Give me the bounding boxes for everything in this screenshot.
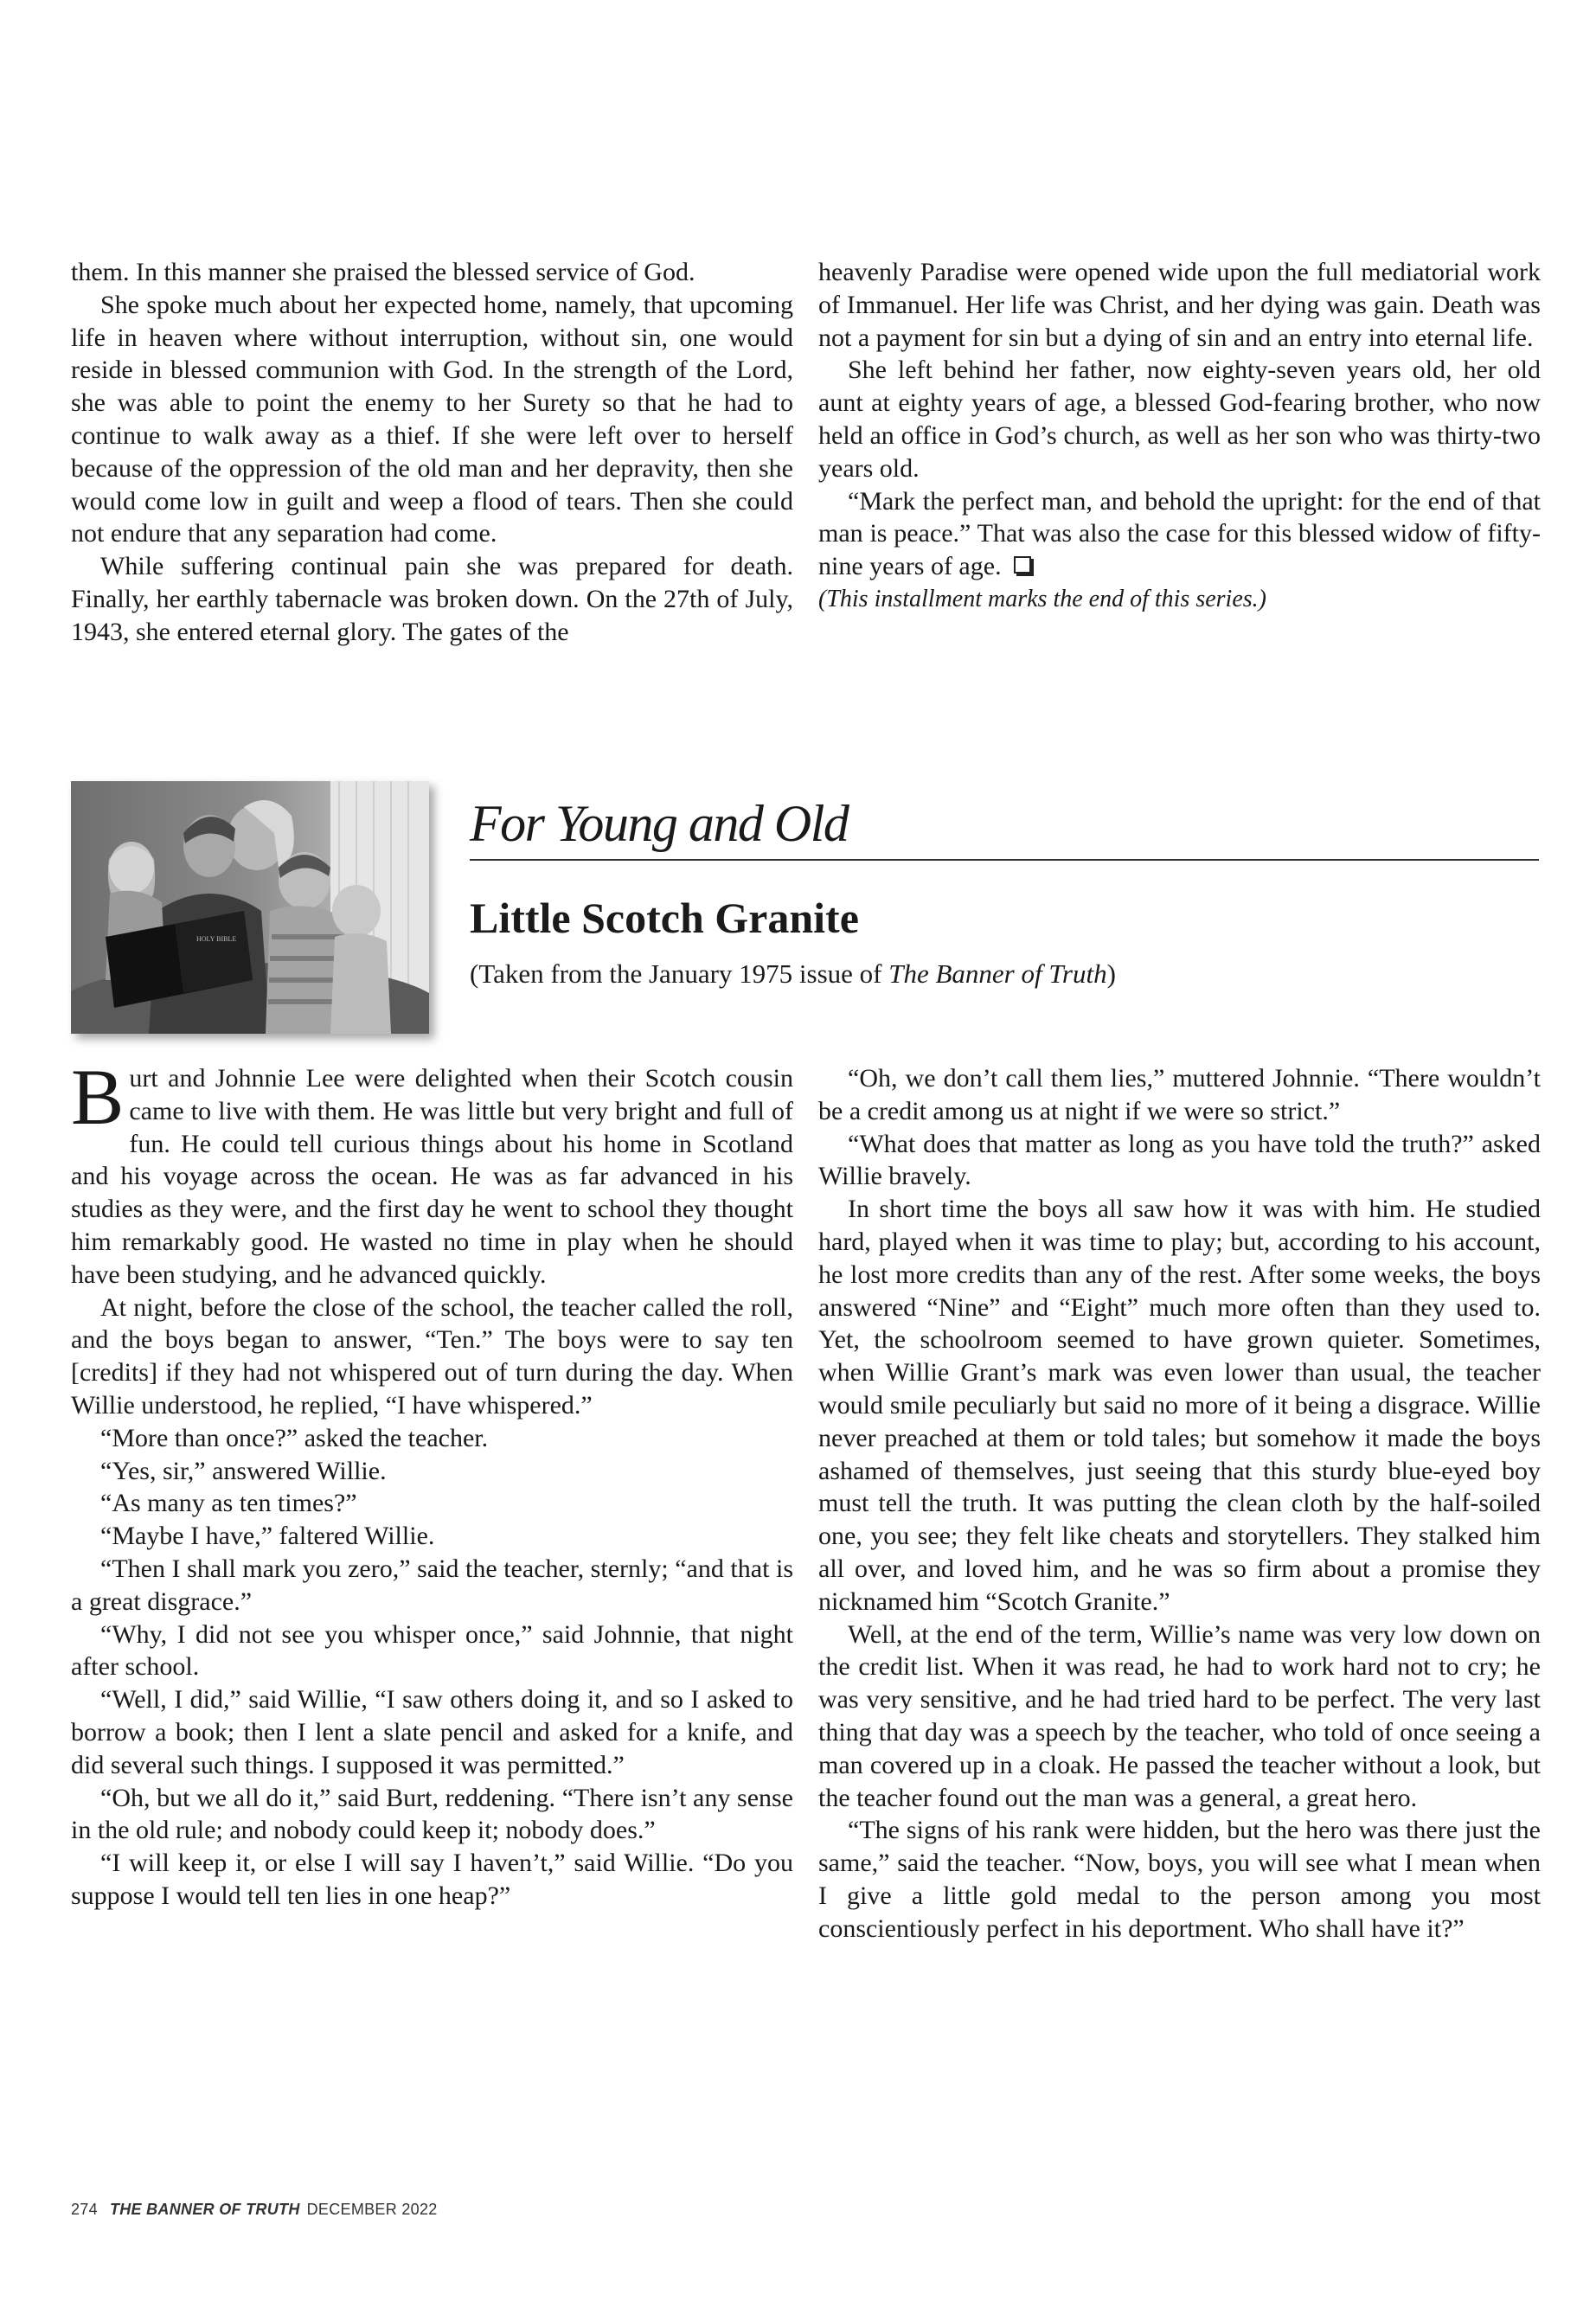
top-left-column xyxy=(71,256,793,649)
family-photo-illustration xyxy=(71,781,429,1034)
paragraph: “What does that matter as long as you have told the truth?” asked Willie bravely. xyxy=(818,1129,1541,1191)
article-title: Little Scotch Granite xyxy=(470,894,859,942)
paragraph-text: “Mark the perfect man, and behold the upright: for the end of that man is peace.” That was also the case for this blessed widow of fifty-nine years of age. xyxy=(818,486,1541,581)
top-right-column xyxy=(818,256,1541,616)
end-of-article-mark-icon xyxy=(1014,556,1031,574)
article-right-column xyxy=(818,1062,1541,1945)
paragraph: “Maybe I have,” faltered Willie. xyxy=(100,1522,435,1551)
paragraph: “Then I shall mark you zero,” said the teacher, sternly; “and that is a great disgrace.” xyxy=(71,1554,793,1616)
paragraph: She left behind her father, now eighty-seven years old, her old aunt at eighty years of age, a blessed God-fearing brother, who now held an office in God’s church, as well as her son who was thirty-two years old. xyxy=(818,356,1541,483)
paragraph: She spoke much about her expected home, namely, that upcoming life in heaven where without interruption, without sin, one would reside in blessed communion with God. In the strength of the Lord, she was able to point the enemy to her Surety so that he had to continue to walk away as a thief. If she were left over to herself because of the oppression of the old man and her depravity, then she would come low in guilt and weep a flood of tears. Then she could not endure that any separation had come. xyxy=(71,290,793,548)
paragraph: them. In this manner she praised the blessed service of God. xyxy=(71,258,695,286)
paragraph: “Well, I did,” said Willie, “I saw others doing it, and so I asked to borrow a book; then I lent a slate pencil and asked for a knife, and did several such things. I supposed it was permitted.” xyxy=(71,1685,793,1779)
magazine-name: THE BANNER OF TRUTH xyxy=(109,2201,300,2218)
source-prefix: (Taken from the January 1975 issue of xyxy=(470,958,889,989)
family-reading-photo xyxy=(71,781,429,1034)
section-title: For Young and Old xyxy=(470,795,849,852)
paragraph: At night, before the close of the school, the teacher called the roll, and the boys began to answer, “Ten.” The boys were to say ten [credits] if they had not whispered out of turn during the day. When Willie understood, he replied, “I have whispered.” xyxy=(71,1292,793,1420)
drop-cap: B xyxy=(71,1053,125,1141)
title-rule xyxy=(470,859,1539,861)
paragraph: In short time the boys all saw how it was with him. He studied hard, played when it was time to play; but, according to his account, he lost more credits than any of the rest. After some weeks, the boys answered “Nine” and “Eight” much more often than they used to. Yet, the schoolroom seemed to have grown quieter. Sometimes, when Willie Grant’s mark was even lower than usual, the teacher would smile peculiarly but said no more of it being a disgrace. Willie never preached at them or told tales; but somehow it made the boys ashamed of themselves, just seeing that this sturdy blue-eyed boy must tell the truth. It was putting the clean cloth by the half-soiled one, you see; they felt like cheats and storytellers. They stalked him all over, and loved him, and he was so firm about a promise they nicknamed him “Scotch Granite.” xyxy=(818,1195,1541,1616)
paragraph: “More than once?” asked the teacher. xyxy=(100,1423,489,1452)
paragraph: While suffering continual pain she was prepared for death. Finally, her earthly tabernacle was broken down. On the 27th of July, 1943, she entered eternal glory. The gates of the xyxy=(71,552,793,646)
paragraph: “I will keep it, or else I will say I haven’t,” said Willie. “Do you suppose I would tell ten lies in one heap?” xyxy=(71,1849,793,1910)
paragraph: “As many as ten times?” xyxy=(100,1489,357,1518)
paragraph-text: urt and Johnnie Lee were delighted when their Scotch cousin came to live with them. He was little but very bright and full of fun. He could tell curious things about his home in Scotland and his voyage across the ocean. He was as far advanced in his studies as they were, and the first day he went to school they thought him remarkably good. He wasted no time in play when he should have been studying, and he advanced quickly. xyxy=(71,1064,793,1289)
source-publication: The Banner of Truth xyxy=(888,958,1107,989)
paragraph: Well, at the end of the term, Willie’s name was very low down on the credit list. When it was read, he had to work hard not to cry; he was very sensitive, and he had tried hard to be perfect. The very last thing that day was a speech by the teacher, who told of once seeing a man covered up in a cloak. He passed the teacher without a look, but the teacher found out the man was a general, a great hero. xyxy=(818,1619,1541,1812)
bible-label: HOLY BIBLE xyxy=(196,935,237,943)
issue-date: DECEMBER 2022 xyxy=(306,2201,438,2218)
article-source xyxy=(470,958,1116,990)
paragraph: “Oh, we don’t call them lies,” muttered Johnnie. “There wouldn’t be a credit among us at night if we were so strict.” xyxy=(818,1064,1541,1125)
series-note: (This installment marks the end of this series.) xyxy=(818,585,1266,612)
source-suffix: ) xyxy=(1106,958,1116,989)
article-left-column xyxy=(71,1053,793,1913)
page-footer xyxy=(71,2201,438,2219)
paragraph xyxy=(71,1053,793,1292)
page-number: 274 xyxy=(71,2201,98,2218)
paragraph xyxy=(818,485,1541,583)
paragraph: “Oh, but we all do it,” said Burt, reddening. “There isn’t any sense in the old rule; and nobody could keep it; nobody does.” xyxy=(71,1783,793,1845)
paragraph: heavenly Paradise were opened wide upon the full mediatorial work of Immanuel. Her life was Christ, and her dying was gain. Death was not a payment for sin but a dying of sin and an entry into eternal life. xyxy=(818,258,1541,352)
paragraph: “Why, I did not see you whisper once,” said Johnnie, that night after school. xyxy=(71,1619,793,1682)
paragraph: “The signs of his rank were hidden, but the hero was there just the same,” said the teacher. “Now, boys, you will see what I mean when I give a little gold medal to the person among you most conscientiously perfect in his deportment. Who shall have it?” xyxy=(818,1816,1541,1943)
paragraph: “Yes, sir,” answered Willie. xyxy=(100,1456,387,1485)
